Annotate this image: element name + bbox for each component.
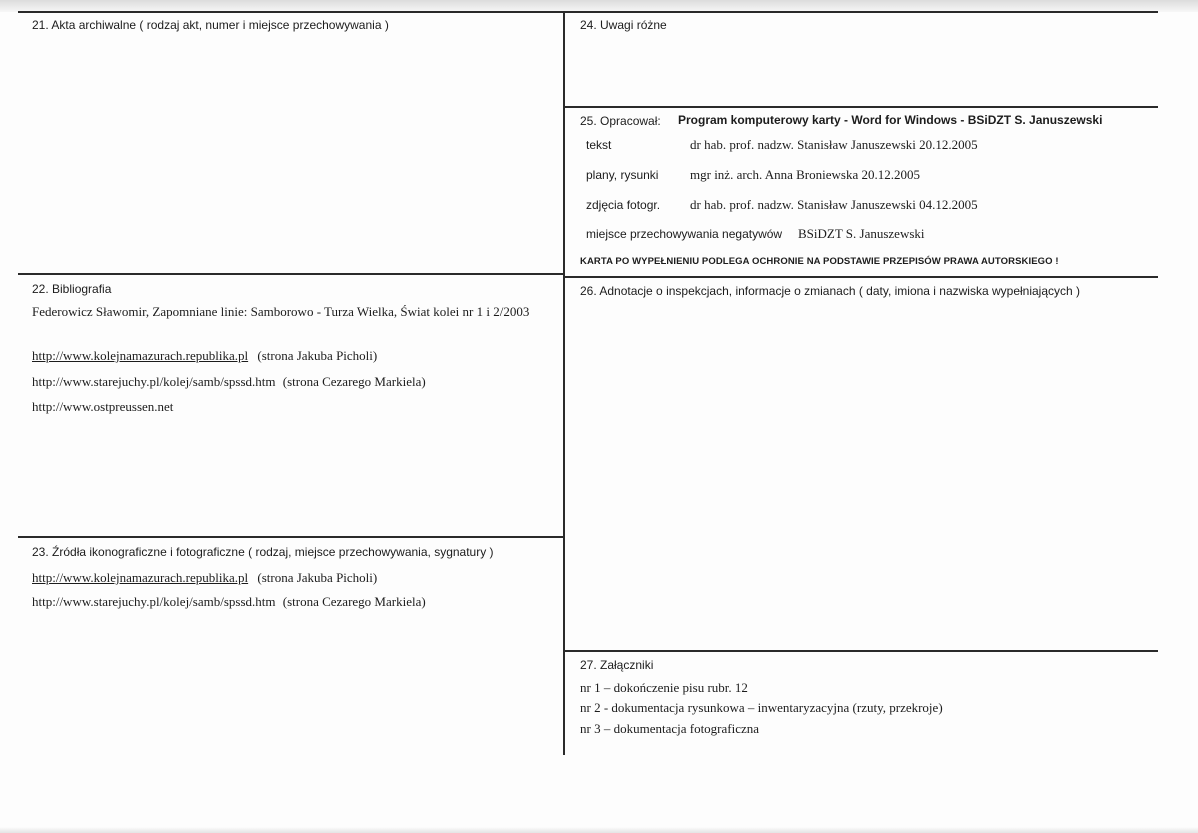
attachment-item: nr 1 – dokończenie pisu rubr. 12 — [580, 680, 748, 695]
prepared-row-value: mgr inż. arch. Anna Broniewska 20.12.2005 — [690, 167, 920, 182]
prepared-row-label: tekst — [586, 138, 612, 152]
rule-right-25-26 — [563, 276, 1158, 278]
prepared-row-value: BSiDZT S. Januszewski — [798, 226, 925, 241]
bibliography-link-row — [32, 374, 426, 390]
prepared-row-label: zdjęcia fotogr. — [586, 198, 661, 212]
sources-link-note: (strona Jakuba Picholi) — [257, 570, 378, 585]
sources-link-note: (strona Cezarego Markiela) — [282, 594, 426, 609]
sources-link[interactable]: http://www.starejuchy.pl/kolej/samb/spssd.htm — [32, 594, 276, 609]
bibliography-link[interactable]: http://www.ostpreussen.net — [32, 399, 174, 414]
section-22-title: 22. Bibliografia — [32, 282, 112, 296]
program-info: Program komputerowy karty - Word for Windows - BSiDZT S. Januszewski — [678, 113, 1103, 127]
section-21-title: 21. Akta archiwalne ( rodzaj akt, numer i miejsce przechowywania ) — [32, 18, 389, 32]
sources-link-row — [32, 594, 426, 610]
bibliography-link[interactable]: http://www.kolejnamazurach.republika.pl — [32, 348, 249, 363]
copyright-warning: KARTA PO WYPEŁNIENIU PODLEGA OCHRONIE NA PODSTAWIE PRZEPISÓW PRAWA AUTORSKIEGO ! — [580, 256, 1059, 267]
sources-link-row — [32, 570, 377, 586]
rule-left-21-22 — [18, 273, 564, 275]
bibliography-link-row — [32, 399, 173, 415]
prepared-row-label: miejsce przechowywania negatywów — [586, 227, 783, 241]
rule-left-22-23 — [18, 536, 564, 538]
section-23-title: 23. Źródła ikonograficzne i fotograficzne ( rodzaj, miejsce przechowywania, sygnatury ) — [32, 545, 494, 559]
section-27-title: 27. Załączniki — [580, 658, 654, 672]
scan-edge-bottom — [0, 827, 1198, 833]
attachment-item: nr 2 - dokumentacja rysunkowa – inwentaryzacyjna (rzuty, przekroje) — [580, 700, 943, 715]
section-24-title: 24. Uwagi różne — [580, 18, 667, 32]
section-25-title: 25. Opracował: — [580, 114, 661, 128]
bibliography-link[interactable]: http://www.starejuchy.pl/kolej/samb/spssd.htm — [32, 374, 276, 389]
prepared-row-label: plany, rysunki — [586, 168, 659, 182]
attachment-item: nr 3 – dokumentacja fotograficzna — [580, 721, 760, 736]
bibliography-link-note: (strona Cezarego Markiela) — [282, 374, 426, 389]
bibliography-link-row — [32, 348, 377, 364]
prepared-row-value: dr hab. prof. nadzw. Stanisław Januszewski 04.12.2005 — [690, 197, 978, 212]
top-rule — [18, 11, 1158, 13]
rule-right-24-25 — [563, 106, 1158, 108]
bibliography-entry: Federowicz Sławomir, Zapomniane linie: Samborowo - Turza Wielka, Świat kolei nr 1 i 2/2003 — [32, 304, 530, 319]
center-divider — [563, 11, 565, 755]
prepared-row-value: dr hab. prof. nadzw. Stanisław Januszewski 20.12.2005 — [690, 137, 978, 152]
section-26-title: 26. Adnotacje o inspekcjach, informacje o zmianach ( daty, imiona i nazwiska wypełniających ) — [580, 284, 1081, 298]
bibliography-link-note: (strona Jakuba Picholi) — [257, 348, 378, 363]
rule-right-26-27 — [563, 650, 1158, 652]
sources-link[interactable]: http://www.kolejnamazurach.republika.pl — [32, 570, 249, 585]
